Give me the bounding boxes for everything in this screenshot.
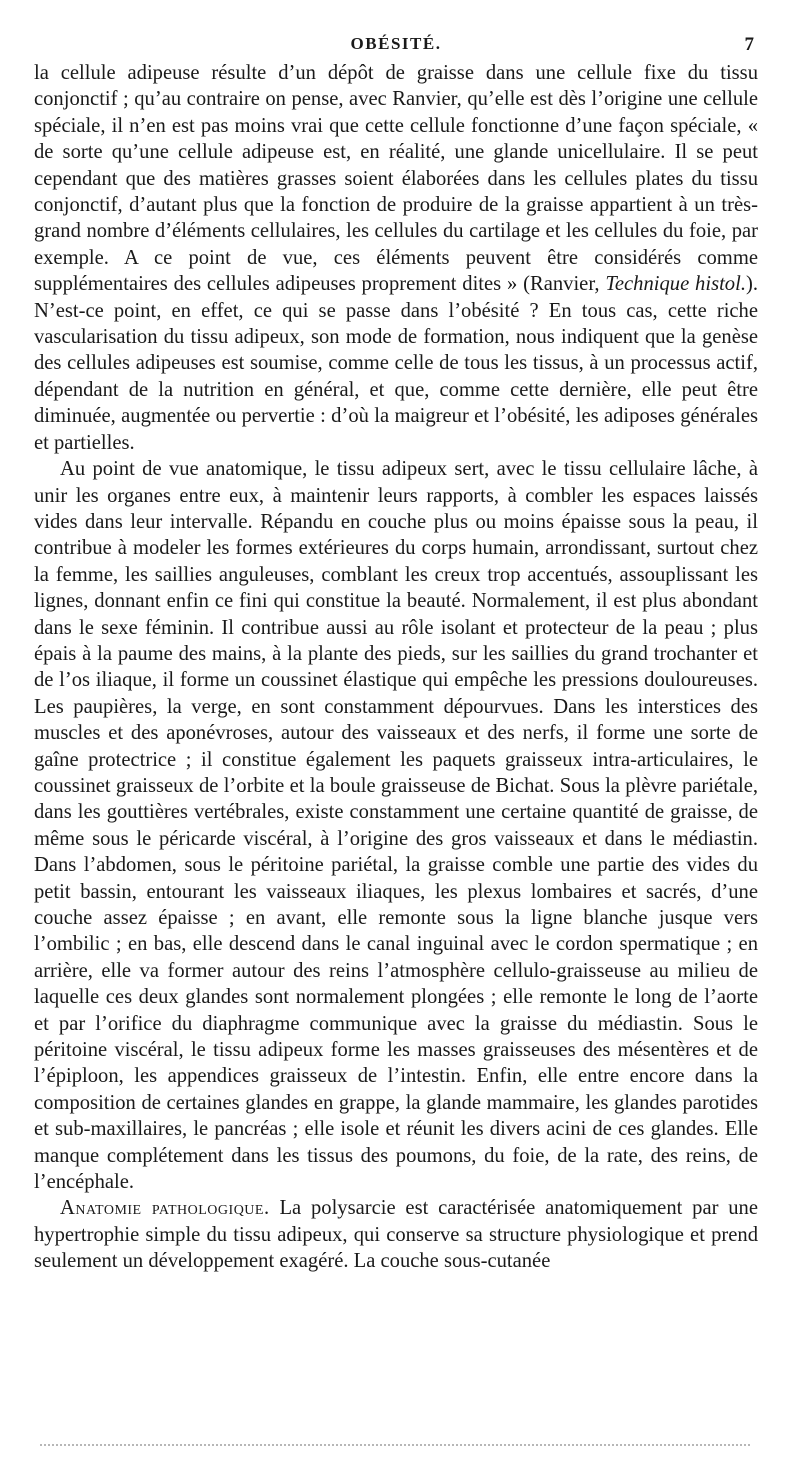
citation-title: Technique histol. bbox=[605, 273, 746, 296]
paragraph-text: Au point de vue anatomique, le tissu adipeux sert, avec le tissu cellulaire lâche, à unir les organes entre eux, à maintenir leurs rapports, à combler les espaces laissés vides dans leur intervalle. Répandu en couche plus ou moins épaisse sous la peau, il contribue à modeler les formes extérieures du corps humain, arrondissant, surtout chez la femme, les saillies anguleuses, comblant les creux trop accentués, assouplissant les lignes, donnant enfin ce fini qui constitue la beauté. Normalement, il est plus abondant dans le sexe féminin. Il contribue aussi au rôle isolant et protecteur de la peau ; plus épais à la paume des mains, à la plante des pieds, sur les saillies du grand trochanter et de l’os iliaque, il forme un coussinet élastique qui empêche les pressions douloureuses. Les paupières, la verge, en sont constamment dépourvues. Dans les interstices des muscles et des aponévroses, autour des vaisseaux et des nerfs, il forme une sorte de gaîne protectrice ; il constitue également les paquets graisseux intra-articulaires, le coussinet graisseux de l’orbite et la boule graisseuse de Bichat. Sous la plèvre pariétale, dans les gouttières vertébrales, existe constamment une certaine quantité de graisse, de même sous le péricarde viscéral, à l’origine des gros vaisseaux et dans le médiastin. Dans l’abdomen, sous le péritoine pariétal, la graisse comble une partie des vides du petit bassin, entourant les vaisseaux iliaques, les plexus lombaires et sacrés, d’une couche assez épaisse ; en avant, elle remonte sous la ligne blanche jusque vers l’ombilic ; en bas, elle descend dans le canal inguinal avec le cordon spermatique ; en arrière, elle va former autour des reins l’atmosphère cellulo-graisseuse au milieu de laquelle ces deux glandes sont normalement plongées ; elle remonte le long de l’aorte et par l’orifice du diaphragme communique avec la graisse du médiastin. Sous le péritoine viscéral, le tissu adipeux forme les masses graisseuses des mésentères et de l’épiploon, les appendices graisseux de l’intestin. Enfin, elle entre encore dans la composition de certaines glandes en grappe, la glande mammaire, les glandes parotides et sub-maxillaires, le pancréas ; elle isole et réunit les divers acini de ces glandes. Elle manque complétement dans les tissus des poumons, du foie, de la rate, des reins, de l’encéphale. bbox=[34, 458, 758, 1194]
paragraph-anatomy bbox=[34, 456, 758, 1195]
running-head bbox=[34, 30, 758, 54]
paragraph-text: ). N’est-ce point, en effet, ce qui se passe dans l’obésité ? En tous cas, cette riche vascularisation du tissu adipeux, son mode de formation, nous indiquent que la genèse des cellules adipeuses est soumise, comme celle de tous les tissus, à un processus actif, dépendant de la nutrition en général, et que, comme cette dernière, elle peut être diminuée, augmentée ou pervertie : d’où la maigreur et l’obésité, les adiposes générales et partielles. bbox=[34, 273, 758, 454]
paragraph-text: la cellule adipeuse résulte d’un dépôt de graisse dans une cellule fixe du tissu conjonctif ; qu’au contraire on pense, avec Ranvier, qu’elle est dès l’origine une cellule spéciale, il n’en est pas moins vrai que cette cellule fonctionne d’une façon spéciale, « de sorte qu’une cellule adipeuse est, en réalité, une glande unicellulaire. Il se peut cependant que des matières grasses soient élaborées dans les cellules plates du tissu conjonctif, d’autant plus que la fonction de produire de la graisse appartient à un très-grand nombre d’éléments cellulaires, les cellules du cartilage et les cellules du foie, par exemple. A ce point de vue, ces éléments peuvent être considérés comme supplémentaires des cellules adipeuses proprement dites » (Ranvier, bbox=[34, 62, 758, 296]
paragraph-text: La polysarcie est caractérisée anatomiquement par une hypertrophie simple du tissu adipeux, qui conserve sa structure physiologique et prend seulement un développement exagéré. La couche sous-cutanée bbox=[34, 1197, 758, 1273]
footer-dotted-rule bbox=[40, 1444, 750, 1446]
page-number: 7 bbox=[744, 34, 754, 55]
body-text bbox=[34, 60, 758, 1275]
paragraph-continuation bbox=[34, 60, 758, 456]
section-heading: Anatomie pathologique. bbox=[60, 1197, 270, 1220]
running-title: OBÉSITÉ. bbox=[350, 34, 442, 53]
paragraph-pathology bbox=[34, 1195, 758, 1274]
